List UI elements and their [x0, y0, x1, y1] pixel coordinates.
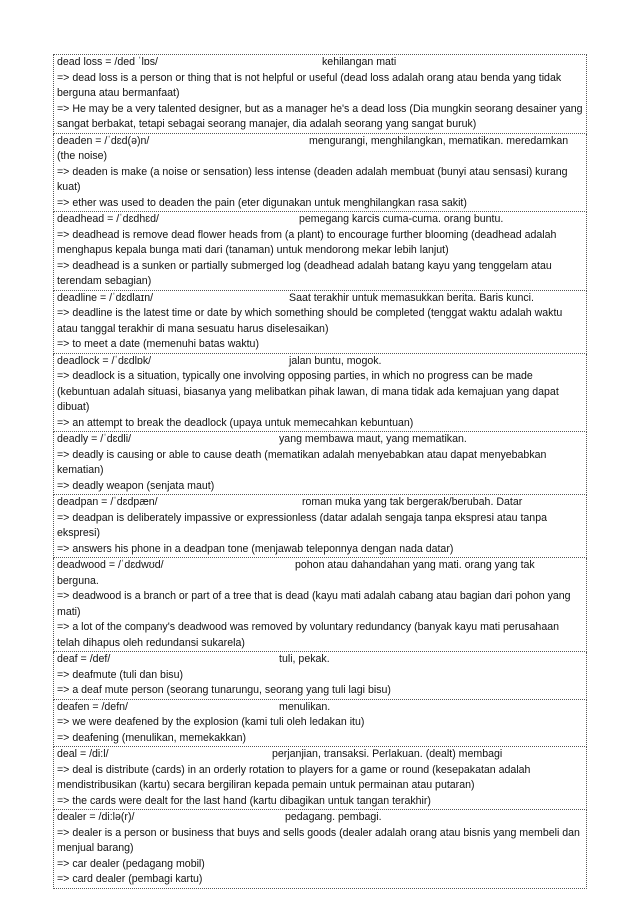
entry-example-line: => an attempt to break the deadlock (upaya untuk memecahkan kebuntuan) [57, 416, 414, 429]
entry-meaning: perjanjian, transaksi. Perlakuan. (dealt) membagi [272, 748, 503, 760]
entry-example-line: => answers his phone in a deadpan tone (menjawab teleponnya dengan nada datar) [57, 542, 454, 555]
entry-term: deadline = /ˈdɛdlaɪn/ [57, 291, 154, 304]
entry-meaning: menulikan. [279, 700, 331, 713]
entry-meaning: pemegang karcis cuma-cuma. orang buntu. [299, 213, 504, 225]
entry-example-line: => card dealer (pembagi kartu) [57, 873, 203, 885]
entry-example-line: => deafening (menulikan, memekakkan) [57, 731, 247, 744]
entry-meaning: pedagang. pembagi. [285, 811, 382, 823]
entry-term: deaden = /ˈdɛd(ə)n/ [57, 134, 150, 147]
entry-example-line: => deadlock is a situation, typically one involving opposing parties, in which no progress can be made (kebuntuan adalah situasi, biasanya yang melibatkan pihak lawan, di mana tidak ada kemajuan yang dapat dibuat) [57, 370, 559, 413]
entry-term: deafen = /defn/ [57, 700, 128, 713]
entry-meaning: Saat terakhir untuk memasukkan berita. Baris kunci. [289, 291, 534, 304]
entry-example-line: => deadpan is deliberately impassive or expressionless (datar adalah sengaja tanpa ekspresi atau tanpa ekspresi) [57, 511, 547, 539]
entry-headword-row [57, 432, 584, 448]
entry-term: deadpan = /ˈdɛdpæn/ [57, 496, 158, 508]
entry-term: deadwood = /ˈdɛdwʊd/ [57, 559, 164, 571]
entry-example-line: => dead loss is a person or thing that is not helpful or useful (dead loss adalah orang atau benda yang tidak berguna atau bermanfaat) [57, 71, 562, 99]
entry-example-line: => to meet a date (memenuhi batas waktu) [57, 338, 259, 350]
entry-meaning: roman muka yang tak bergerak/berubah. Datar [302, 496, 523, 508]
dictionary-entry [53, 652, 587, 700]
entry-example-line: => deadly is causing or able to cause death (mematikan adalah menyebabkan atau dapat menyebabkan kematian) [57, 448, 547, 476]
entry-headword-row [57, 134, 584, 150]
entry-term: deadly = /ˈdɛdli/ [57, 433, 132, 445]
entry-example-line: => we were deafened by the explosion (kami tuli oleh ledakan itu) [57, 716, 365, 728]
entry-headword-row [57, 354, 584, 370]
dictionary-entry [53, 54, 587, 134]
entry-headword-row [57, 810, 584, 826]
dictionary-entry [53, 354, 587, 433]
dictionary-entry [53, 810, 587, 889]
entry-term: deaf = /def/ [57, 653, 111, 665]
entry-example-line: => a lot of the company's deadwood was removed by voluntary redundancy (banyak kayu mati perusahaan telah dihapus oleh redundansi sukarela) [57, 621, 559, 649]
entry-meaning-continued: berguna. [57, 574, 99, 587]
dictionary-entry [53, 134, 587, 213]
entry-term: deal = /di:l/ [57, 748, 109, 760]
entry-term: deadlock = /ˈdɛdlɒk/ [57, 354, 152, 367]
entry-example-line: => deafmute (tuli dan bisu) [57, 668, 184, 681]
dictionary-entry [53, 495, 587, 558]
entry-example-line: => deadwood is a branch or part of a tree that is dead (kayu mati adalah cabang atau bagian dari pohon yang mati) [57, 590, 571, 618]
entry-meaning-continued: (the noise) [57, 150, 108, 162]
entry-term: deadhead = /ˈdɛdhɛd/ [57, 213, 159, 225]
entry-headword-row [57, 291, 584, 307]
entry-headword-row [57, 55, 584, 71]
entry-example-line: => car dealer (pedagang mobil) [57, 857, 205, 870]
dictionary-entry [53, 747, 587, 810]
entry-example-line: => the cards were dealt for the last hand (kartu dibagikan untuk tangan terakhir) [57, 794, 431, 807]
dictionary-entry [53, 700, 587, 748]
entry-headword-row [57, 700, 584, 716]
entry-meaning: jalan buntu, mogok. [289, 354, 382, 367]
entry-headword-row [57, 558, 584, 574]
entry-headword-row [57, 212, 584, 228]
entry-example-line: => ether was used to deaden the pain (eter digunakan untuk menghilangkan rasa sakit) [57, 196, 467, 209]
entry-term: dead loss = /ded ˈlɒs/ [57, 56, 158, 68]
entry-example-line: => deadline is the latest time or date by which something should be completed (tenggat waktu adalah waktu atau tanggal terakhir di mana sesuatu harus diselesaikan) [57, 307, 563, 335]
entry-headword-row [57, 652, 584, 668]
entry-example-line: => deadhead is a sunken or partially submerged log (deadhead adalah batang kayu yang tenggelam atau terendam sebagian) [57, 259, 552, 287]
dictionary-entry [53, 212, 587, 291]
entry-headword-row [57, 495, 584, 511]
dictionary-page [53, 54, 587, 889]
entry-example-line: => deal is distribute (cards) in an orderly rotation to players for a game or round (kesepakatan adalah mendistribusikan (kartu) secara bergiliran kepada pemain untuk permainan atau putaran) [57, 763, 531, 791]
entry-example-line: => He may be a very talented designer, but as a manager he's a dead loss (Dia mungkin seorang desainer yang sangat berbakat, tetapi sebagai seorang manajer, dia adalah seorang yang sangat buruk) [57, 102, 583, 130]
entry-meaning: tuli, pekak. [279, 653, 330, 665]
dictionary-entry [53, 558, 587, 652]
entry-headword-row [57, 747, 584, 763]
entry-meaning: mengurangi, menghilangkan, mematikan. meredamkan [309, 134, 569, 147]
entry-example-line: => a deaf mute person (seorang tunarungu, seorang yang tuli lagi bisu) [57, 684, 391, 696]
entry-example-line: => deadhead is remove dead flower heads from (a plant) to encourage further blooming (deadhead adalah menghapus kepala bunga mati dari (tanaman) untuk mendorong mekar lebih lanjut) [57, 228, 557, 256]
entry-meaning: pohon atau dahandahan yang mati. orang yang tak [295, 559, 535, 571]
entry-example-line: => deadly weapon (senjata maut) [57, 479, 215, 492]
entry-meaning: yang membawa maut, yang mematikan. [279, 433, 467, 445]
dictionary-entry [53, 432, 587, 495]
entry-example-line: => dealer is a person or business that buys and sells goods (dealer adalah orang atau bisnis yang membeli dan menjual barang) [57, 826, 580, 854]
entry-meaning: kehilangan mati [322, 56, 397, 68]
entry-example-line: => deaden is make (a noise or sensation) less intense (deaden adalah membuat (bunyi atau sensasi) kurang kuat) [57, 165, 568, 193]
dictionary-entry [53, 291, 587, 354]
entry-term: dealer = /di:lə(r)/ [57, 811, 135, 823]
